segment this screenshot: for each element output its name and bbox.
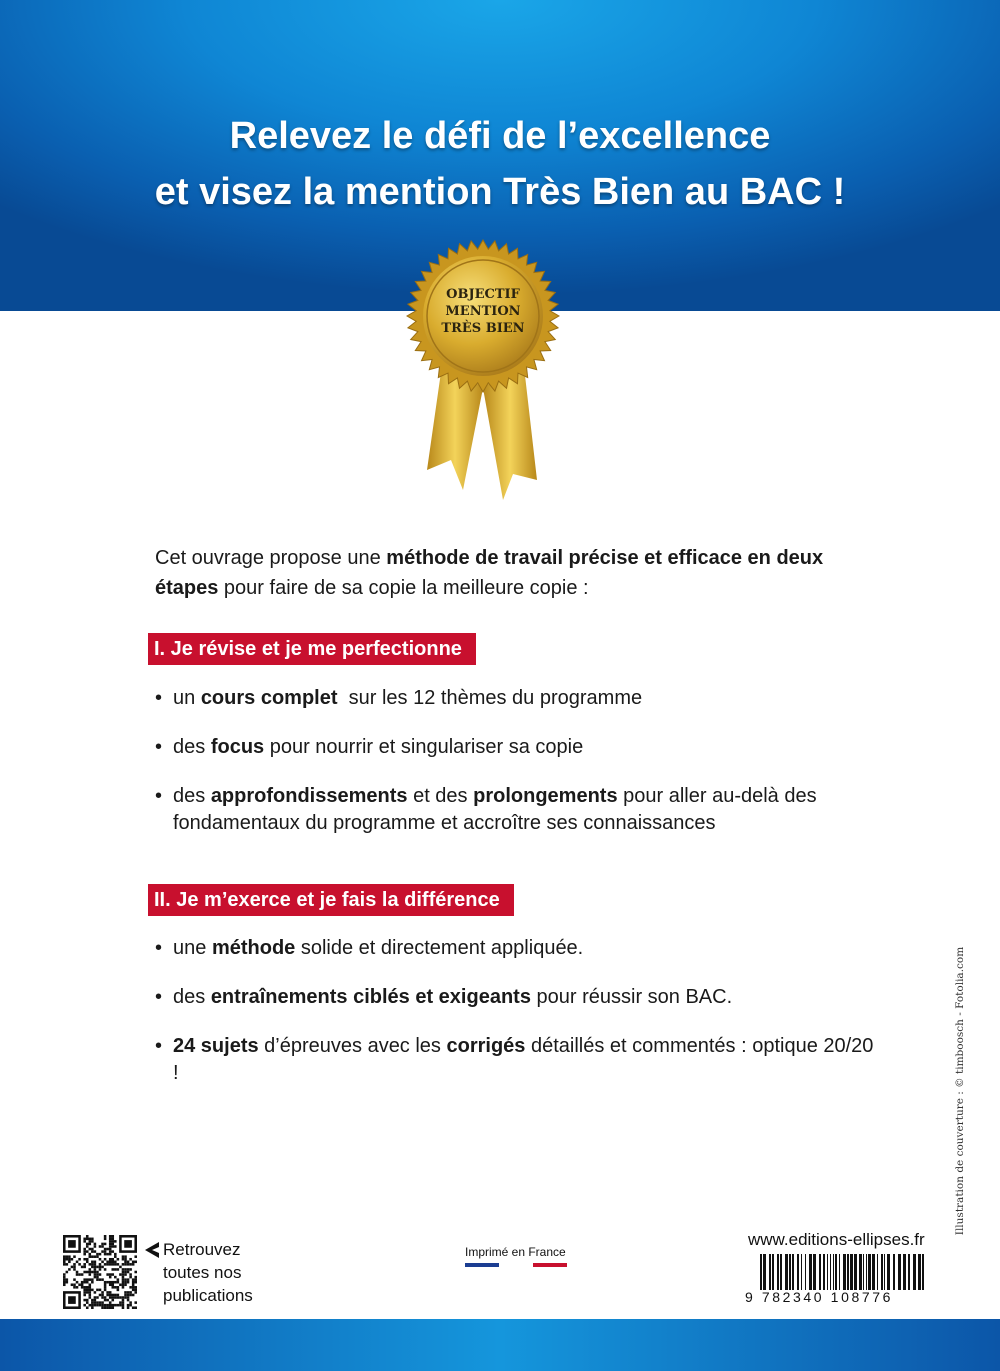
flag-stripe-red bbox=[533, 1263, 567, 1267]
list-item bbox=[155, 734, 875, 761]
bullet-dot: • bbox=[155, 687, 163, 709]
bullet-dot: • bbox=[155, 986, 163, 1008]
item-text: et des bbox=[407, 785, 474, 807]
item-bold: prolongements bbox=[473, 785, 618, 807]
intro-bold: méthode de travail précise et efficace en deux étapes bbox=[155, 547, 824, 599]
printed-in-france: Imprimé en France bbox=[465, 1245, 566, 1259]
badge-line-2: MENTION bbox=[445, 304, 521, 319]
item-text: détaillés et commentés : optique 20/20 ! bbox=[173, 1035, 874, 1084]
headline-line-2: et visez la mention Très Bien au BAC ! bbox=[154, 171, 846, 213]
website-link[interactable]: www.editions-ellipses.fr bbox=[748, 1230, 925, 1249]
bullet-dot: • bbox=[155, 785, 163, 807]
item-text: solide et directement appliquée. bbox=[295, 937, 584, 959]
item-text: des bbox=[173, 785, 211, 807]
intro-text-1: Cet ouvrage propose une bbox=[155, 547, 387, 569]
item-text: pour réussir son BAC. bbox=[530, 986, 733, 1008]
retrouvez-line-1: Retrouvez bbox=[163, 1240, 241, 1259]
item-text: des bbox=[173, 736, 211, 758]
section-1-heading: I. Je révise et je me perfectionne bbox=[148, 633, 476, 665]
retrouvez-publications bbox=[163, 1238, 253, 1307]
list-item bbox=[155, 984, 875, 1011]
item-text: des bbox=[173, 986, 211, 1008]
badge-line-3: TRÈS BIEN bbox=[441, 321, 525, 336]
award-rosette-icon bbox=[405, 238, 561, 506]
section-1-list bbox=[155, 685, 875, 837]
intro-text-2: pour faire de sa copie la meilleure copie : bbox=[218, 577, 589, 599]
badge-line-1: OBJECTIF bbox=[446, 287, 520, 302]
list-item bbox=[155, 783, 875, 837]
list-item bbox=[155, 1033, 875, 1087]
item-bold: approfondissements bbox=[210, 785, 408, 807]
isbn-number: 9 782340 108776 bbox=[745, 1289, 893, 1305]
item-text: une bbox=[173, 937, 212, 959]
item-text: d’épreuves avec les bbox=[258, 1035, 447, 1057]
section-2-heading: II. Je m’exerce et je fais la différence bbox=[148, 884, 514, 916]
item-text: un bbox=[173, 687, 201, 709]
bullet-dot: • bbox=[155, 736, 163, 758]
section-2-list bbox=[155, 935, 875, 1087]
item-bold: méthode bbox=[211, 937, 296, 959]
intro-paragraph bbox=[155, 543, 875, 603]
item-text: pour nourrir et singulariser sa copie bbox=[264, 736, 584, 758]
cover-credit bbox=[950, 946, 970, 1236]
bullet-dot: • bbox=[155, 937, 163, 959]
item-bold: entraînements ciblés et exigeants bbox=[210, 986, 531, 1008]
headline bbox=[0, 108, 1000, 220]
qr-code-icon[interactable] bbox=[63, 1235, 137, 1309]
flag-stripe-blue bbox=[465, 1263, 499, 1267]
footer-band bbox=[0, 1319, 1000, 1371]
bullet-dot: • bbox=[155, 1035, 163, 1057]
item-text: sur les 12 thèmes du programme bbox=[337, 687, 643, 709]
badge-label bbox=[405, 286, 561, 337]
item-bold: cours complet bbox=[200, 687, 338, 709]
retrouvez-line-2: toutes nos bbox=[163, 1263, 242, 1282]
item-text: pour aller au-delà des fondamentaux du programme et accroître ses connaissances bbox=[173, 785, 817, 834]
item-bold: 24 sujets bbox=[173, 1035, 259, 1057]
list-item bbox=[155, 935, 875, 962]
item-bold: focus bbox=[210, 736, 265, 758]
barcode-icon bbox=[758, 1254, 928, 1290]
list-item bbox=[155, 685, 875, 712]
headline-line-1: Relevez le défi de l’excellence bbox=[229, 115, 771, 157]
cover-credit-text: Illustration de couverture : © timboosch - Fotolia.com bbox=[954, 946, 966, 1236]
chevron-left-icon bbox=[145, 1242, 159, 1258]
retrouvez-line-3: publications bbox=[163, 1286, 253, 1305]
item-bold: corrigés bbox=[446, 1035, 526, 1057]
